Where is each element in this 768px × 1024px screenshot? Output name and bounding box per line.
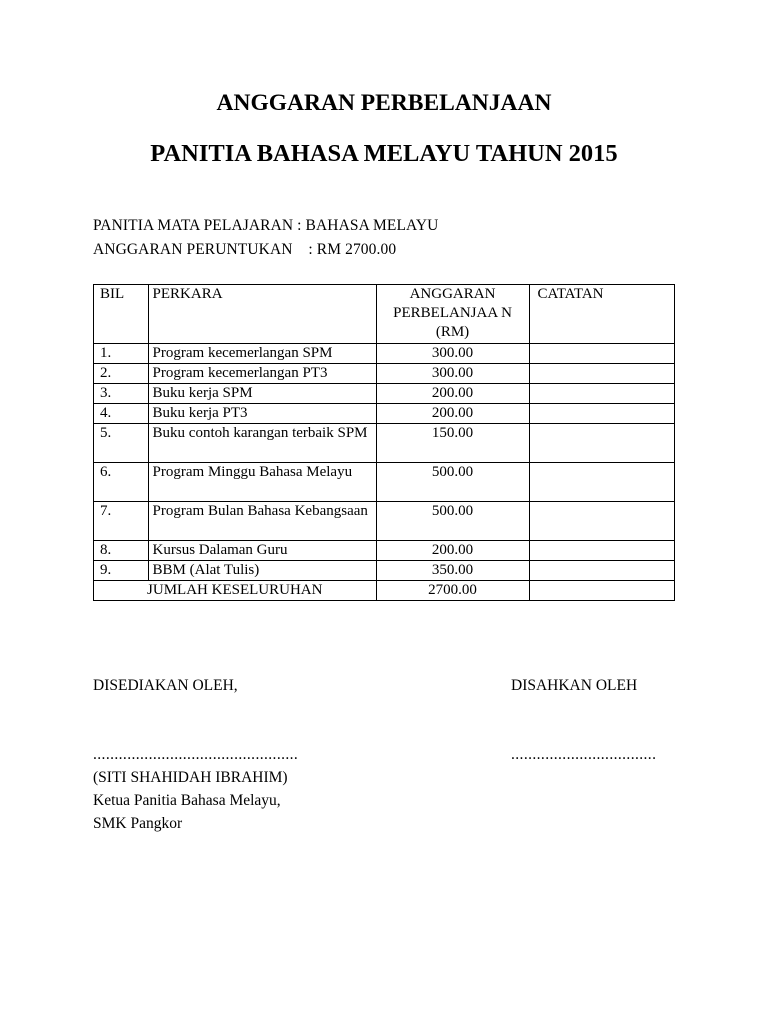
row-note bbox=[529, 344, 674, 364]
total-amount: 2700.00 bbox=[376, 581, 529, 601]
row-perkara: Buku kerja SPM bbox=[148, 384, 376, 404]
total-note bbox=[529, 581, 674, 601]
row-note bbox=[529, 404, 674, 424]
row-perkara: Buku contoh karangan terbaik SPM bbox=[148, 424, 376, 463]
row-perkara: Program kecemerlangan PT3 bbox=[148, 364, 376, 384]
row-bil: 3. bbox=[94, 384, 149, 404]
header-catatan: CATATAN bbox=[529, 285, 674, 344]
row-amount: 200.00 bbox=[376, 384, 529, 404]
row-amount: 500.00 bbox=[376, 502, 529, 541]
row-amount: 150.00 bbox=[376, 424, 529, 463]
row-note bbox=[529, 384, 674, 404]
row-note bbox=[529, 502, 674, 541]
row-perkara: Kursus Dalaman Guru bbox=[148, 541, 376, 561]
row-bil: 2. bbox=[94, 364, 149, 384]
row-amount: 300.00 bbox=[376, 344, 529, 364]
total-label: JUMLAH KESELURUHAN bbox=[94, 581, 377, 601]
table-row bbox=[94, 344, 675, 364]
row-note bbox=[529, 424, 674, 463]
allocation-line: ANGGARAN PERUNTUKAN : RM 2700.00 bbox=[93, 241, 397, 258]
row-perkara: Program Bulan Bahasa Kebangsaan bbox=[148, 502, 376, 541]
row-amount: 300.00 bbox=[376, 364, 529, 384]
row-amount: 200.00 bbox=[376, 404, 529, 424]
row-perkara: Program Minggu Bahasa Melayu bbox=[148, 463, 376, 502]
prepared-signature-line: ................................................ bbox=[93, 746, 299, 763]
approved-by-label: DISAHKAN OLEH bbox=[511, 677, 638, 694]
header-anggaran: ANGGARAN PERBELANJAA N (RM) bbox=[376, 285, 529, 344]
row-amount: 350.00 bbox=[376, 561, 529, 581]
row-note bbox=[529, 364, 674, 384]
row-note bbox=[529, 541, 674, 561]
row-bil: 7. bbox=[94, 502, 149, 541]
table-row bbox=[94, 384, 675, 404]
table-row bbox=[94, 424, 675, 463]
row-amount: 200.00 bbox=[376, 541, 529, 561]
row-bil: 8. bbox=[94, 541, 149, 561]
row-perkara: Program kecemerlangan SPM bbox=[148, 344, 376, 364]
signatory-school: SMK Pangkor bbox=[93, 815, 183, 832]
budget-table bbox=[93, 284, 675, 601]
signatory-position: Ketua Panitia Bahasa Melayu, bbox=[93, 792, 281, 809]
document-subtitle: PANITIA BAHASA MELAYU TAHUN 2015 bbox=[150, 140, 618, 167]
row-bil: 6. bbox=[94, 463, 149, 502]
table-row bbox=[94, 561, 675, 581]
table-row bbox=[94, 364, 675, 384]
prepared-by-label: DISEDIAKAN OLEH, bbox=[93, 677, 238, 694]
header-perkara: PERKARA bbox=[148, 285, 376, 344]
row-amount: 500.00 bbox=[376, 463, 529, 502]
table-row bbox=[94, 502, 675, 541]
row-bil: 9. bbox=[94, 561, 149, 581]
row-note bbox=[529, 463, 674, 502]
table-row bbox=[94, 541, 675, 561]
table-row bbox=[94, 404, 675, 424]
table-total-row bbox=[94, 581, 675, 601]
approved-signature-line: .................................. bbox=[511, 746, 657, 763]
row-bil: 5. bbox=[94, 424, 149, 463]
subject-line: PANITIA MATA PELAJARAN : BAHASA MELAYU bbox=[93, 217, 439, 234]
row-bil: 4. bbox=[94, 404, 149, 424]
signatory-name: (SITI SHAHIDAH IBRAHIM) bbox=[93, 769, 288, 786]
row-bil: 1. bbox=[94, 344, 149, 364]
row-perkara: BBM (Alat Tulis) bbox=[148, 561, 376, 581]
table-row bbox=[94, 463, 675, 502]
row-note bbox=[529, 561, 674, 581]
header-bil: BIL bbox=[94, 285, 149, 344]
table-header-row bbox=[94, 285, 675, 344]
row-perkara: Buku kerja PT3 bbox=[148, 404, 376, 424]
document-title: ANGGARAN PERBELANJAAN bbox=[216, 90, 552, 116]
